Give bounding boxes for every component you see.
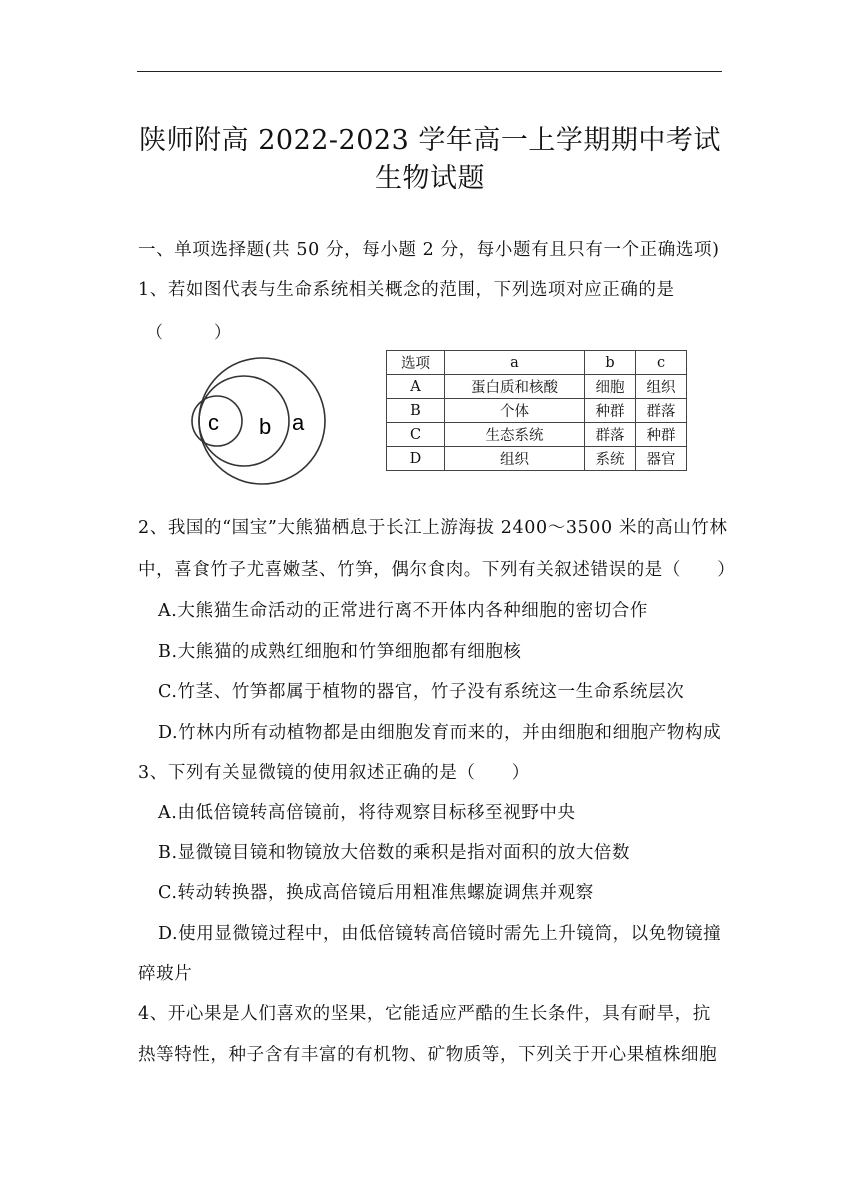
table-header-cell: 选项: [387, 351, 445, 375]
header-rule: [137, 71, 722, 72]
question-1-stem: 1、若如图代表与生命系统相关概念的范围，下列选项对应正确的是: [138, 280, 675, 300]
table-header-cell: a: [445, 351, 585, 375]
table-cell: A: [387, 375, 445, 399]
venn-label-c: c: [208, 410, 219, 435]
question-3-option-d: D.使用显微镜过程中，由低倍镜转高倍镜时需先上升镜筒，以免物镜撞: [158, 924, 722, 944]
table-cell: C: [387, 423, 445, 447]
table-row: [387, 447, 687, 471]
table-header-cell: c: [636, 351, 687, 375]
venn-diagram: [190, 356, 335, 486]
table-header-row: [387, 351, 687, 375]
question-1-table: [386, 350, 687, 471]
table-cell: 种群: [636, 423, 687, 447]
venn-label-a: a: [292, 410, 305, 435]
question-3-option-d-continued: 碎玻片: [138, 964, 193, 984]
table-cell: B: [387, 399, 445, 423]
question-3-option-b: B.显微镜目镜和物镜放大倍数的乘积是指对面积的放大倍数: [158, 843, 631, 863]
question-2-stem-line2: 中，喜食竹子尤喜嫩茎、竹笋，偶尔食肉。下列有关叙述错误的是（ ）: [138, 560, 736, 580]
table-cell: D: [387, 447, 445, 471]
table-row: [387, 375, 687, 399]
question-1-answer-blank: （ ）: [146, 323, 231, 343]
question-2-option-c: C.竹茎、竹笋都属于植物的器官，竹子没有系统这一生命系统层次: [158, 682, 685, 702]
exam-title: 陕师附高 2022-2023 学年高一上学期期中考试: [139, 125, 721, 156]
table-cell: 群落: [585, 423, 636, 447]
question-3-option-c: C.转动转换器，换成高倍镜后用粗准焦螺旋调焦并观察: [158, 883, 594, 903]
venn-label-b: b: [259, 414, 272, 439]
question-4-stem-line1: 4、开心果是人们喜欢的坚果，它能适应严酷的生长条件，具有耐旱，抗: [138, 1004, 711, 1024]
section-heading: 一、单项选择题(共 50 分，每小题 2 分，每小题有且只有一个正确选项): [138, 240, 720, 260]
table-cell: 组织: [445, 447, 585, 471]
table-row: [387, 399, 687, 423]
table-cell: 蛋白质和核酸: [445, 375, 585, 399]
table-cell: 群落: [636, 399, 687, 423]
question-3-option-a: A.由低倍镜转高倍镜前，将待观察目标移至视野中央: [158, 803, 576, 823]
question-4-stem-line2: 热等特性，种子含有丰富的有机物、矿物质等，下列关于开心果植株细胞: [138, 1045, 718, 1065]
question-2-option-b: B.大熊猫的成熟红细胞和竹笋细胞都有细胞核: [158, 642, 522, 662]
table-row: [387, 423, 687, 447]
table-cell: 种群: [585, 399, 636, 423]
exam-subject: 生物试题: [375, 163, 485, 194]
table-cell: 系统: [585, 447, 636, 471]
question-2-option-d: D.竹林内所有动植物都是由细胞发育而来的，并由细胞和细胞产物构成: [158, 723, 722, 743]
question-2-stem-line1: 2、我国的“国宝”大熊猫栖息于长江上游海拔 2400～3500 米的高山竹林: [138, 518, 728, 538]
table-cell: 生态系统: [445, 423, 585, 447]
table-cell: 细胞: [585, 375, 636, 399]
table-cell: 器官: [636, 447, 687, 471]
table-cell: 组织: [636, 375, 687, 399]
table-cell: 个体: [445, 399, 585, 423]
question-3-stem: 3、下列有关显微镜的使用叙述正确的是（ ）: [138, 763, 530, 783]
question-2-option-a: A.大熊猫生命活动的正常进行离不开体内各种细胞的密切合作: [158, 601, 648, 621]
table-header-cell: b: [585, 351, 636, 375]
